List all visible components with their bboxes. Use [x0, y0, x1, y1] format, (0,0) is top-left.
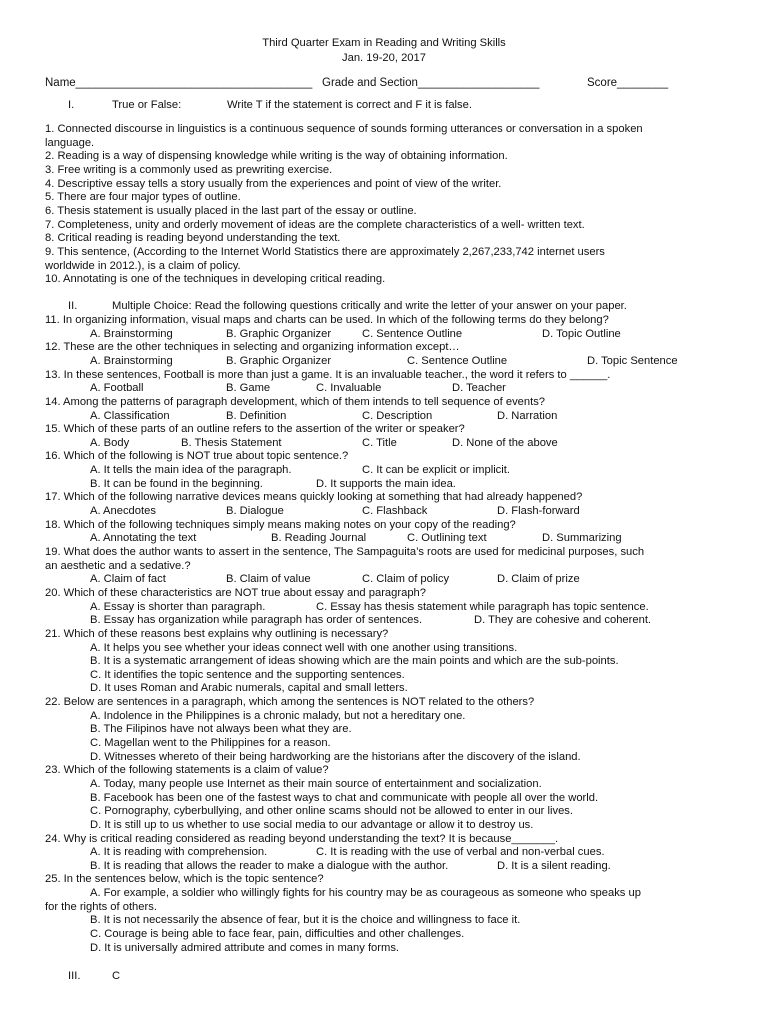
answer-option: A. Football — [90, 382, 144, 394]
answer-option: A. It is reading with comprehension. — [90, 846, 268, 858]
answer-option: D. Summarizing — [542, 532, 622, 544]
answer-option: D. Topic Outline — [542, 328, 621, 340]
answer-option: B. Game — [226, 382, 271, 394]
answer-option: A. Brainstorming — [90, 328, 173, 340]
answer-option: B. Dialogue — [226, 505, 284, 517]
question-18: 18. Which of the following techniques simply means making notes on your copy of the reading? — [45, 519, 516, 531]
answer-option: D. It is still up to us whether to use social media to our advantage or allow it to destroy us. — [90, 819, 534, 831]
answer-option: C. Courage is being able to face fear, pain, difficulties and other challenges. — [90, 928, 465, 940]
tf-line: 3. Free writing is a commonly used as prewriting exercise. — [45, 164, 333, 176]
question-11: 11. In organizing information, visual maps and charts can be used. In which of the following terms do they belong? — [45, 314, 609, 326]
section-1-instruction: Write T if the statement is correct and F it is false. — [227, 99, 472, 111]
question-22: 22. Below are sentences in a paragraph, which among the sentences is NOT related to the others? — [45, 696, 535, 708]
question-25: 25. In the sentences below, which is the topic sentence? — [45, 873, 324, 885]
question-24: 24. Why is critical reading considered as reading beyond understanding the text? It is because_______. — [45, 833, 559, 845]
exam-date: Jan. 19-20, 2017 — [342, 52, 426, 64]
tf-line: 5. There are four major types of outline. — [45, 191, 241, 203]
exam-title: Third Quarter Exam in Reading and Writing Skills — [262, 37, 506, 49]
section-1-title: True or False: — [112, 99, 182, 111]
tf-line: 1. Connected discourse in linguistics is a continuous sequence of sounds forming utterances or conversation in a spoken — [45, 123, 643, 135]
question-15: 15. Which of these parts of an outline refers to the assertion of the writer or speaker? — [45, 423, 465, 435]
answer-option: D. Claim of prize — [497, 573, 580, 585]
section-1-numeral: I. — [68, 99, 75, 111]
answer-option: C. Sentence Outline — [407, 355, 508, 367]
tf-line: 8. Critical reading is reading beyond understanding the text. — [45, 232, 341, 244]
answer-option: C. It can be explicit or implicit. — [362, 464, 510, 476]
answer-option: D. They are cohesive and coherent. — [474, 614, 652, 626]
answer-option: B. The Filipinos have not always been what they are. — [90, 723, 352, 735]
question-12: 12. These are the other techniques in selecting and organizing information except… — [45, 341, 460, 353]
answer-option: A. Anecdotes — [90, 505, 156, 517]
answer-option: A. Claim of fact — [90, 573, 166, 585]
answer-option: D. None of the above — [452, 437, 558, 449]
tf-line: 4. Descriptive essay tells a story usually from the experiences and point of view of the writer. — [45, 178, 502, 190]
grade-section-field-label: Grade and Section___________________ — [322, 77, 540, 89]
answer-option: C. Essay has thesis statement while paragraph has topic sentence. — [316, 601, 649, 613]
answer-option: A. It tells the main idea of the paragraph. — [90, 464, 292, 476]
answer-option: D. Teacher — [452, 382, 506, 394]
name-field-label: Name_____________________________________ — [45, 77, 313, 89]
question-19: 19. What does the author wants to assert in the sentence, The Sampaguita’s roots are used for medicinal purposes, such — [45, 546, 645, 558]
tf-line: language. — [45, 137, 95, 149]
answer-option: B. It can be found in the beginning. — [90, 478, 263, 490]
answer-option: B. Essay has organization while paragraph has order of sentences. — [90, 614, 423, 626]
answer-option: D. Witnesses whereto of their being hardworking are the historians after the discovery of the island. — [90, 751, 581, 763]
section-3-title: C — [112, 970, 121, 982]
answer-option: D. Flash-forward — [497, 505, 580, 517]
answer-option: D. It is universally admired attribute and comes in many forms. — [90, 942, 400, 954]
answer-option-cont: for the rights of others. — [45, 901, 157, 913]
answer-option: C. Invaluable — [316, 382, 382, 394]
question-13: 13. In these sentences, Football is more than just a game. It is an invaluable teacher., the word it refers to ______. — [45, 369, 611, 381]
answer-option: B. Reading Journal — [271, 532, 367, 544]
answer-option: C. Outlining text — [407, 532, 487, 544]
answer-option: A. It helps you see whether your ideas connect well with one another using transitions. — [90, 642, 518, 654]
answer-option: B. It is a systematic arrangement of ideas showing which are the main points and which are the sub-points. — [90, 655, 619, 667]
section-3-numeral: III. — [68, 970, 81, 982]
answer-option: C. Flashback — [362, 505, 428, 517]
answer-option: D. It uses Roman and Arabic numerals, capital and small letters. — [90, 682, 408, 694]
answer-option: B. Graphic Organizer — [226, 328, 332, 340]
question-19-cont: an aesthetic and a sedative.? — [45, 560, 191, 572]
answer-option: D. Narration — [497, 410, 558, 422]
answer-option: C. Claim of policy — [362, 573, 450, 585]
answer-option: C. Title — [362, 437, 397, 449]
answer-option: D. It supports the main idea. — [316, 478, 456, 490]
question-21: 21. Which of these reasons best explains why outlining is necessary? — [45, 628, 389, 640]
answer-option: A. Body — [90, 437, 130, 449]
tf-line: 10. Annotating is one of the techniques in developing critical reading. — [45, 273, 386, 285]
tf-line: 6. Thesis statement is usually placed in the last part of the essay or outline. — [45, 205, 417, 217]
tf-line: 9. This sentence, (According to the Internet World Statistics there are approximately 2,267,233,742 internet users — [45, 246, 605, 258]
answer-option: B. It is reading that allows the reader to make a dialogue with the author. — [90, 860, 449, 872]
answer-option: C. Description — [362, 410, 433, 422]
answer-option: A. For example, a soldier who willingly fights for his country may be as courageous as someone who speaks up — [90, 887, 641, 899]
answer-option: A. Today, many people use Internet as their main source of entertainment and socialization. — [90, 778, 542, 790]
answer-option: A. Indolence in the Philippines is a chronic malady, but not a hereditary one. — [90, 710, 466, 722]
question-14: 14. Among the patterns of paragraph development, which of them intends to tell sequence of events? — [45, 396, 546, 408]
section-2-heading: Multiple Choice: Read the following questions critically and write the letter of your answer on your paper. — [112, 300, 627, 312]
question-20: 20. Which of these characteristics are NOT true about essay and paragraph? — [45, 587, 426, 599]
answer-option: A. Classification — [90, 410, 170, 422]
question-16: 16. Which of the following is NOT true about topic sentence.? — [45, 450, 349, 462]
answer-option: B. Graphic Organizer — [226, 355, 332, 367]
answer-option: A. Annotating the text — [90, 532, 197, 544]
answer-option: B. It is not necessarily the absence of fear, but it is the choice and willingness to face it. — [90, 914, 521, 926]
answer-option: B. Definition — [226, 410, 287, 422]
answer-option: D. It is a silent reading. — [497, 860, 611, 872]
answer-option: D. Topic Sentence — [587, 355, 678, 367]
answer-option: C. It identifies the topic sentence and the supporting sentences. — [90, 669, 405, 681]
question-17: 17. Which of the following narrative devices means quickly looking at something that had already happened? — [45, 491, 583, 503]
answer-option: B. Claim of value — [226, 573, 311, 585]
answer-option: A. Essay is shorter than paragraph. — [90, 601, 266, 613]
tf-line: 2. Reading is a way of dispensing knowledge while writing is the way of obtaining information. — [45, 150, 508, 162]
answer-option: C. Pornography, cyberbullying, and other online scams should not be allowed to enter in our lives. — [90, 805, 573, 817]
question-23: 23. Which of the following statements is a claim of value? — [45, 764, 329, 776]
answer-option: A. Brainstorming — [90, 355, 173, 367]
section-2-numeral: II. — [68, 300, 78, 312]
answer-option: C. Sentence Outline — [362, 328, 463, 340]
answer-option: B. Thesis Statement — [181, 437, 282, 449]
tf-line: 7. Completeness, unity and orderly movement of ideas are the complete characteristics of a well- written text. — [45, 219, 585, 231]
tf-line: worldwide in 2012.), is a claim of policy. — [45, 260, 241, 272]
answer-option: C. It is reading with the use of verbal and non-verbal cues. — [316, 846, 605, 858]
answer-option: C. Magellan went to the Philippines for a reason. — [90, 737, 331, 749]
answer-option: B. Facebook has been one of the fastest ways to chat and communicate with people all over the world. — [90, 792, 599, 804]
score-field-label: Score________ — [587, 77, 669, 89]
